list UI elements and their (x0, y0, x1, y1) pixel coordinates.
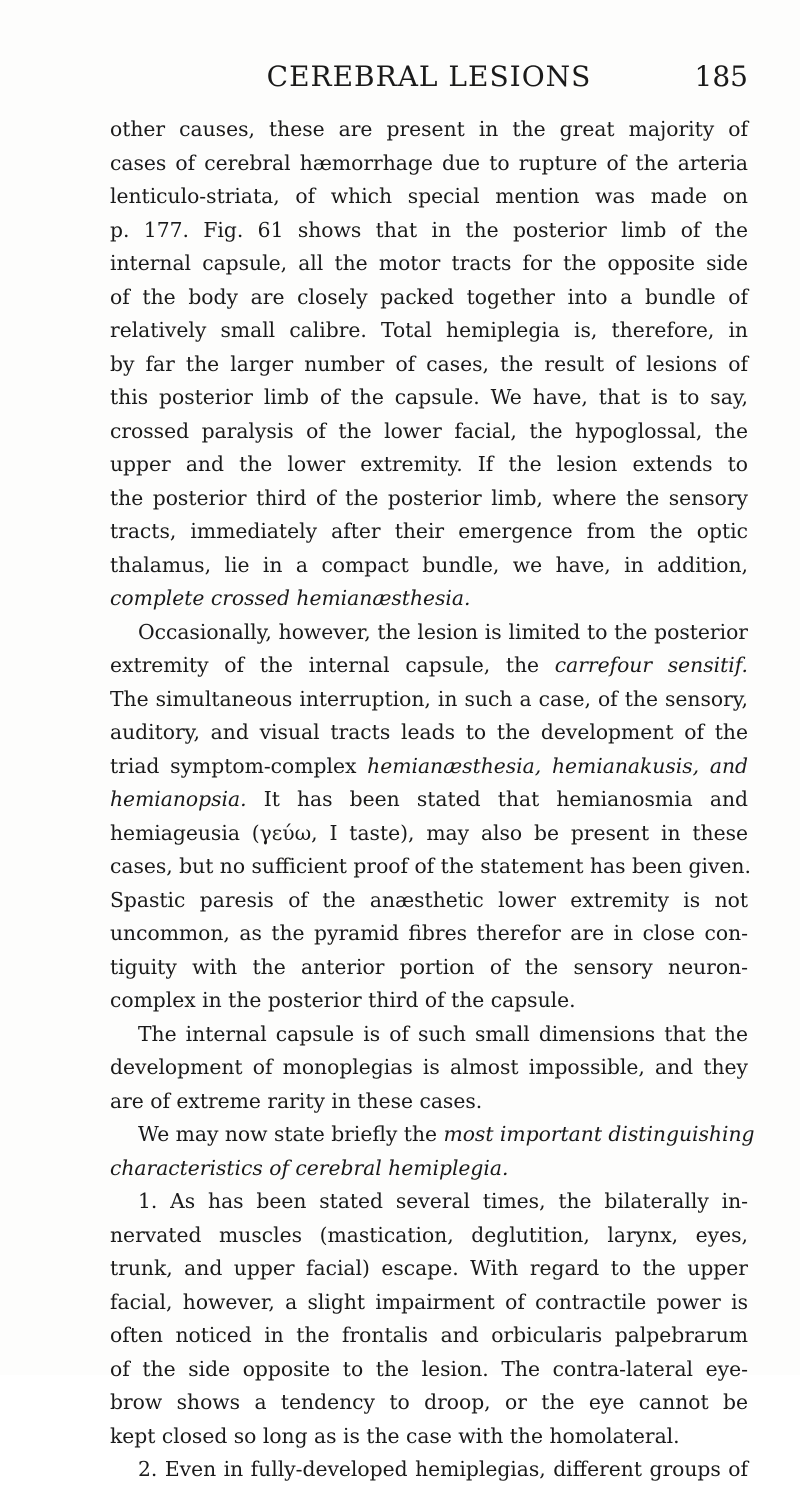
text-line: p. 177. Fig. 61 shows that in the posterior limb of the (110, 217, 748, 242)
text-line: cases, but no sufficient proof of the statement has been given. (110, 854, 751, 878)
text-line (110, 750, 748, 784)
text-line: this posterior limb of the capsule. We have, that is to say, (110, 385, 748, 409)
text-line: Occasionally, however, the lesion is limited to the posterior (138, 619, 748, 644)
text-line: relatively small calibre. Total hemiplegia is, therefore, in (110, 318, 748, 342)
text-run: It has been stated that hemianosmia and (246, 787, 748, 811)
text-line: upper and the lower extremity. If the lesion extends to (110, 452, 748, 476)
text-line: are of extreme rarity in these cases. (110, 1088, 483, 1113)
text-line: development of monoplegias is almost impossible, and they (110, 1055, 748, 1079)
text-line: uncommon, as the pyramid fibres therefor are in close con- (110, 921, 748, 945)
text-line: complete crossed hemianæsthesia. (110, 586, 471, 610)
text-line: of the side opposite to the lesion. The contra-lateral eye- (110, 1356, 748, 1381)
page-number: 185 (694, 60, 748, 93)
text-line: characteristics of cerebral hemiplegia. (110, 1155, 509, 1180)
text-line: facial, however, a slight impairment of contractile power is (110, 1289, 748, 1314)
text-line: the posterior third of the posterior limb, where the sensory (110, 485, 748, 510)
text-line (110, 1118, 755, 1152)
text-line: often noticed in the frontalis and orbicularis palpebrarum (110, 1323, 748, 1347)
text-line: other causes, these are present in the great majority of (110, 117, 748, 141)
text-line: crossed paralysis of the lower facial, the hypoglossal, the (110, 418, 748, 443)
text-line (110, 783, 748, 817)
text-line: kept closed so long as is the case with the homolateral. (110, 1423, 680, 1448)
text-line: 2. Even in fully-developed hemiplegias, different groups of (138, 1457, 748, 1481)
text-line: 1. As has been stated several times, the bilaterally in- (138, 1189, 748, 1213)
body-text (110, 113, 755, 1487)
text-line: trunk, and upper facial) escape. With regard to the upper (110, 1256, 748, 1280)
text-line: The internal capsule is of such small dimensions that the (138, 1021, 748, 1046)
text-line: nervated muscles (mastication, deglutition, larynx, eyes, (110, 1222, 748, 1247)
text-line: tracts, immediately after their emergence from the optic (110, 519, 748, 543)
text-line: internal capsule, all the motor tracts for the opposite side (110, 251, 748, 275)
text-line: by far the larger number of cases, the result of lesions of (110, 351, 748, 376)
running-title: CEREBRAL LESIONS (266, 60, 592, 93)
text-run: extremity of the internal capsule, the (110, 653, 555, 677)
italic-term: hemianopsia. (110, 787, 247, 811)
text-line: cases of cerebral hæmorrhage due to rupture of the arteria (110, 150, 748, 175)
page-header (110, 60, 748, 100)
text-line: tiguity with the anterior portion of the sensory neuron- (110, 954, 748, 979)
text-line: lenticulo-striata, of which special mention was made on (110, 184, 748, 208)
text-line: of the body are closely packed together into a bundle of (110, 284, 748, 309)
text-line: auditory, and visual tracts leads to the development of the (110, 720, 748, 744)
text-line: thalamus, lie in a compact bundle, we have, in addition, (110, 552, 748, 577)
text-line: brow shows a tendency to droop, or the eye cannot be (110, 1390, 748, 1414)
text-line (110, 649, 748, 683)
text-run: We may now state briefly the (138, 1122, 444, 1146)
text-run: triad symptom-complex (110, 753, 368, 778)
italic-term: hemianæsthesia, hemianakusis, and (367, 753, 748, 778)
text-line: Spastic paresis of the anæsthetic lower extremity is not (110, 887, 748, 912)
italic-term: carrefour sensitif. (554, 653, 748, 677)
italic-term: most important distinguishing (443, 1122, 755, 1146)
text-line: The simultaneous interruption, in such a case, of the sensory, (110, 686, 748, 711)
text-line: complex in the posterior third of the capsule. (110, 988, 576, 1012)
text-line: hemiageusia (γεύω, I taste), may also be present in these (110, 820, 748, 845)
